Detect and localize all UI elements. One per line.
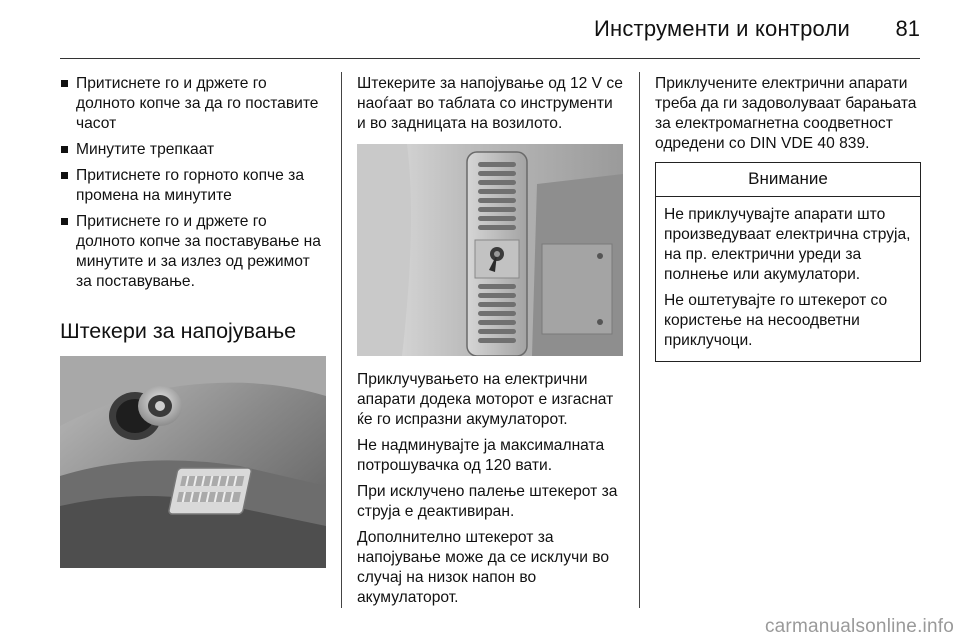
list-item: Притиснете го и држете го долното копче за да го поставите часот [60, 74, 326, 134]
body-paragraph: Дополнително штекерот за напојување може да се исклучи во случај на низок напон во акумулаторот. [357, 529, 610, 606]
section-heading: Штекери за напојување [60, 319, 297, 343]
warning-paragraph: Не оштетувајте го штекерот со користење на несоодветни приклучоци. [664, 292, 888, 349]
column-2 [357, 74, 623, 614]
warning-paragraph: Не приклучувајте апарати што произведуваат електрична струја, на пр. електрични уреди за полнење или акумулатори. [664, 206, 911, 283]
page-title: Инструменти и контроли [593, 16, 850, 41]
list-item: Притиснете го горното копче за промена на минутите [60, 166, 326, 206]
watermark: carmanualsonline.info [764, 616, 954, 637]
warning-body [656, 197, 920, 361]
intro-paragraph: Штекерите за напојување од 12 V се наоѓаат во таблата со инструменти и во задницата на возилото. [357, 75, 623, 132]
warning-title: Внимание [656, 163, 920, 197]
rear-socket-photo [357, 144, 623, 356]
column-divider [341, 72, 342, 608]
list-item: Минутите трепкаат [60, 140, 326, 160]
dashboard-socket-photo [60, 356, 326, 568]
page-number: 81 [895, 16, 920, 41]
body-paragraph: Приклучувањето на електрични апарати додека моторот е изгаснат ќе го испразни акумулаторот. [357, 371, 614, 428]
list-item: Притиснете го и држете го долното копче за поставување на минутите и за излез од режимот за поставување. [60, 212, 326, 292]
column-divider [639, 72, 640, 608]
instruction-list [60, 74, 326, 292]
header-rule [60, 58, 920, 59]
body-paragraph: Не надминувајте ја максималната потрошувачка од 120 вати. [357, 437, 605, 474]
column-1 [60, 74, 326, 568]
body-paragraph: При исклучено палење штекерот за струја е деактивиран. [357, 483, 618, 520]
warning-box [655, 162, 921, 362]
column-3 [655, 74, 921, 362]
intro-paragraph: Приклучените електрични апарати треба да ги задоволуваат барањата за електромагнетна соодветност одредени со DIN VDE 40 839. [655, 75, 917, 152]
